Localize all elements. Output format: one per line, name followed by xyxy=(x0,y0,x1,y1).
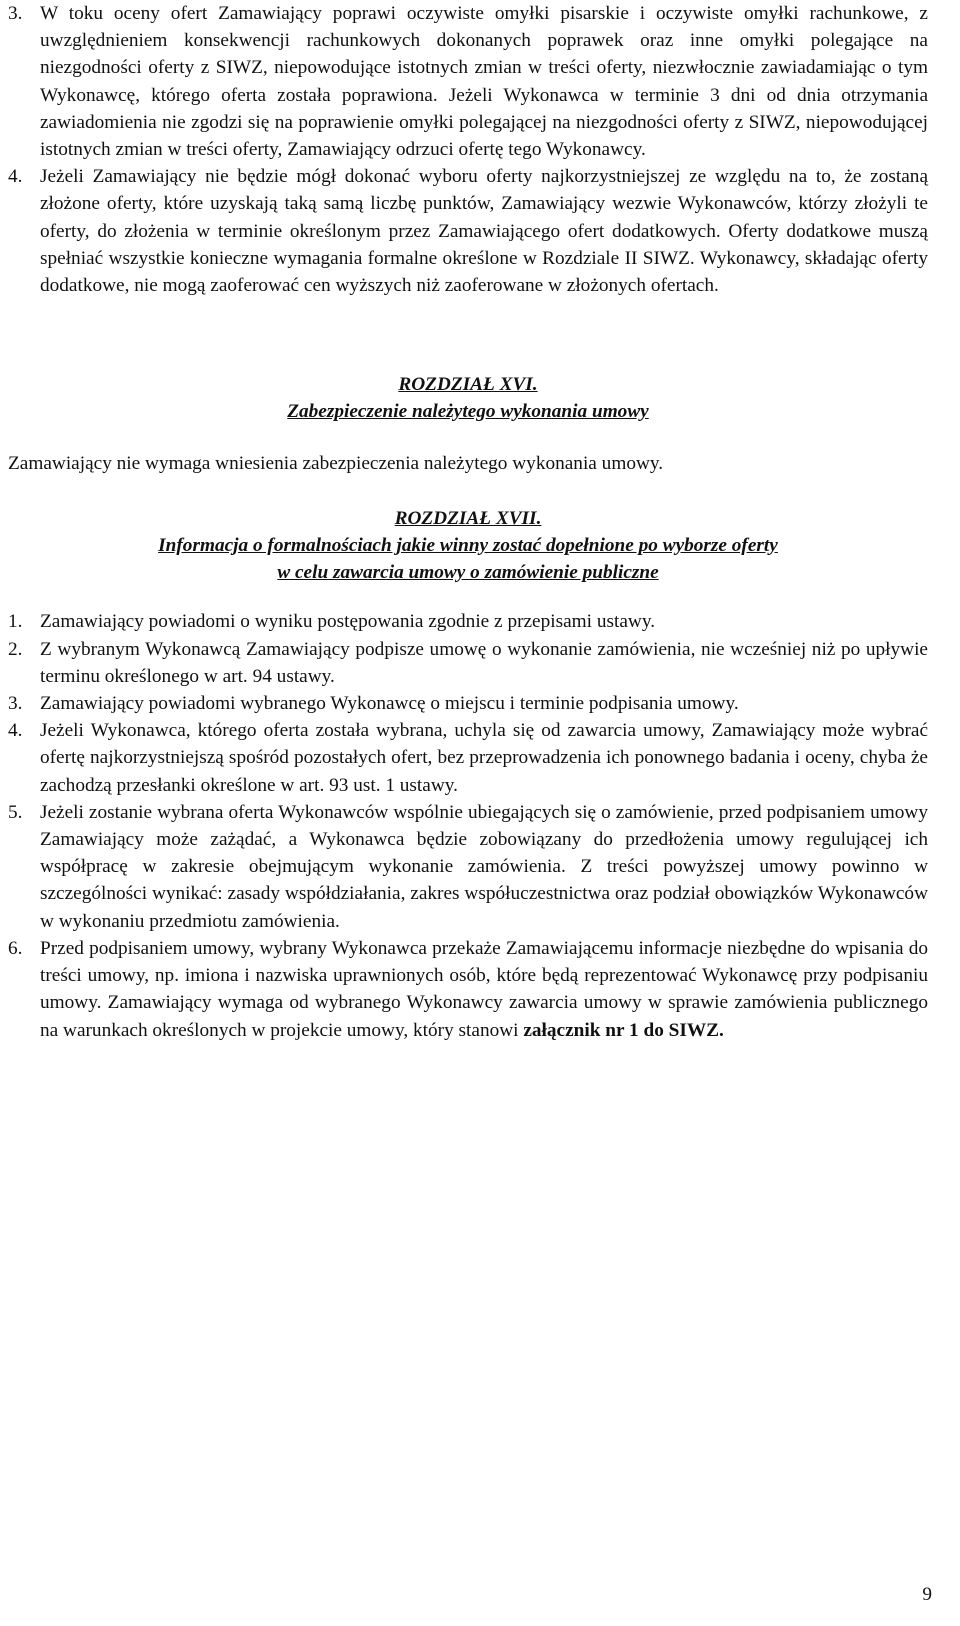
list-item xyxy=(8,0,928,163)
list-number: 4. xyxy=(8,720,23,742)
spacer xyxy=(8,426,928,450)
list-text: W toku oceny ofert Zamawiający poprawi oczywiste omyłki pisarskie i oczywiste omyłki rachunkowe, z uwzględnieniem konsekwencji rachunkowych dokonanych poprawek oraz inne omyłki polegające na niezgodności oferty z SIWZ, niepowodujące istotnych zmian w treści oferty, niezwłocznie zawiadamiając o tym Wykonawcę, którego oferta została poprawiona. Jeżeli Wykonawca w terminie 3 dni od dnia otrzymania zawiadomienia nie zgodzi się na poprawienie omyłki polegającej na niezgodności oferty z SIWZ, niepowodującej istotnych zmian w treści oferty, Zamawiający odrzuci ofertę tego Wykonawcy. xyxy=(40,3,928,161)
list-text: Zamawiający powiadomi wybranego Wykonawcę o miejscu i terminie podpisania umowy. xyxy=(40,693,739,715)
list-text: Przed podpisaniem umowy, wybrany Wykonawca przekaże Zamawiającemu informacje niezbędne do wpisania do treści umowy, np. imiona i nazwiska uprawnionych osób, które będą reprezentować Wykonawcę przy podpisaniu umowy. Zamawiający wymaga od wybranego Wykonawcy zawarcia umowy w sprawie zamówienia publicznego na warunkach określonych w projekcie umowy, który stanowi xyxy=(40,937,928,1041)
chapter16-title: Zabezpieczenie należytego wykonania umowy xyxy=(287,401,649,423)
chapter17-list xyxy=(8,608,928,1043)
spacer xyxy=(8,299,928,371)
spacer xyxy=(8,477,928,505)
list-text: Jeżeli zostanie wybrana oferta Wykonawców wspólnie ubiegających się o zamówienie, przed podpisaniem umowy Zamawiający może zażądać, a Wykonawca będzie zobowiązany do przedłożenia umowy regulującej ich współpracę w zakresie obejmującym wykonanie zamówienia. Z treści powyższej umowy powinno w szczególności wynikać: zasady współdziałania, zakres współuczestnictwa oraz podział obowiązków Wykonawców w wykonaniu przedmiotu zamówienia. xyxy=(40,801,928,932)
list-number: 2. xyxy=(8,638,23,660)
chapter17-title-line1: Informacja o formalnościach jakie winny zostać dopełnione po wyborze oferty xyxy=(158,535,778,557)
list-text: Z wybranym Wykonawcą Zamawiający podpisze umowę o wykonanie zamówienia, nie wcześniej niż po upływie terminu określonego w art. 94 ustawy. xyxy=(40,638,928,687)
chapter16-heading: ROZDZIAŁ XVI. xyxy=(398,374,538,396)
spacer xyxy=(8,586,928,608)
chapter17-heading: ROZDZIAŁ XVII. xyxy=(394,507,542,529)
attachment-reference-end: . xyxy=(719,1019,724,1041)
list-item xyxy=(8,799,928,935)
list-number: 3. xyxy=(8,3,23,24)
top-list xyxy=(8,0,928,299)
list-item xyxy=(8,690,928,717)
list-item xyxy=(8,717,928,799)
list-number: 6. xyxy=(8,937,23,959)
list-text: Zamawiający powiadomi o wyniku postępowania zgodnie z przepisami ustawy. xyxy=(40,611,656,633)
list-item xyxy=(8,935,928,1044)
list-item xyxy=(8,608,928,635)
attachment-reference: załącznik nr 1 do SIWZ xyxy=(523,1019,720,1041)
list-item xyxy=(8,163,928,299)
list-number: 5. xyxy=(8,801,23,823)
page-number: 9 xyxy=(922,1583,932,1605)
list-number: 4. xyxy=(8,166,23,188)
chapter16-body: Zamawiający nie wymaga wniesienia zabezpieczenia należytego wykonania umowy. xyxy=(8,452,664,474)
list-text: Jeżeli Wykonawca, którego oferta została wybrana, uchyla się od zawarcia umowy, Zamawiający może wybrać ofertę najkorzystniejszą spośród pozostałych ofert, bez przeprowadzenia ich ponownego badania i oceny, chyba że zachodzą przesłanki określone w art. 93 ust. 1 ustawy. xyxy=(40,720,928,796)
list-number: 3. xyxy=(8,693,23,715)
list-number: 1. xyxy=(8,611,23,633)
list-item xyxy=(8,636,928,690)
chapter17-title-line2: w celu zawarcia umowy o zamówienie publiczne xyxy=(277,562,659,584)
list-text: Jeżeli Zamawiający nie będzie mógł dokonać wyboru oferty najkorzystniejszej ze względu na to, że zostaną złożone oferty, które uzyskają taką samą liczbę punktów, Zamawiający wezwie Wykonawców, którzy złożyli te oferty, do złożenia w terminie określonym przez Zamawiającego ofert dodatkowych. Oferty dodatkowe muszą spełniać wszystkie konieczne wymagania formalne określone w Rozdziale II SIWZ. Wykonawcy, składając oferty dodatkowe, nie mogą zaoferować cen wyższych niż zaoferowane w złożonych ofertach. xyxy=(40,166,928,297)
